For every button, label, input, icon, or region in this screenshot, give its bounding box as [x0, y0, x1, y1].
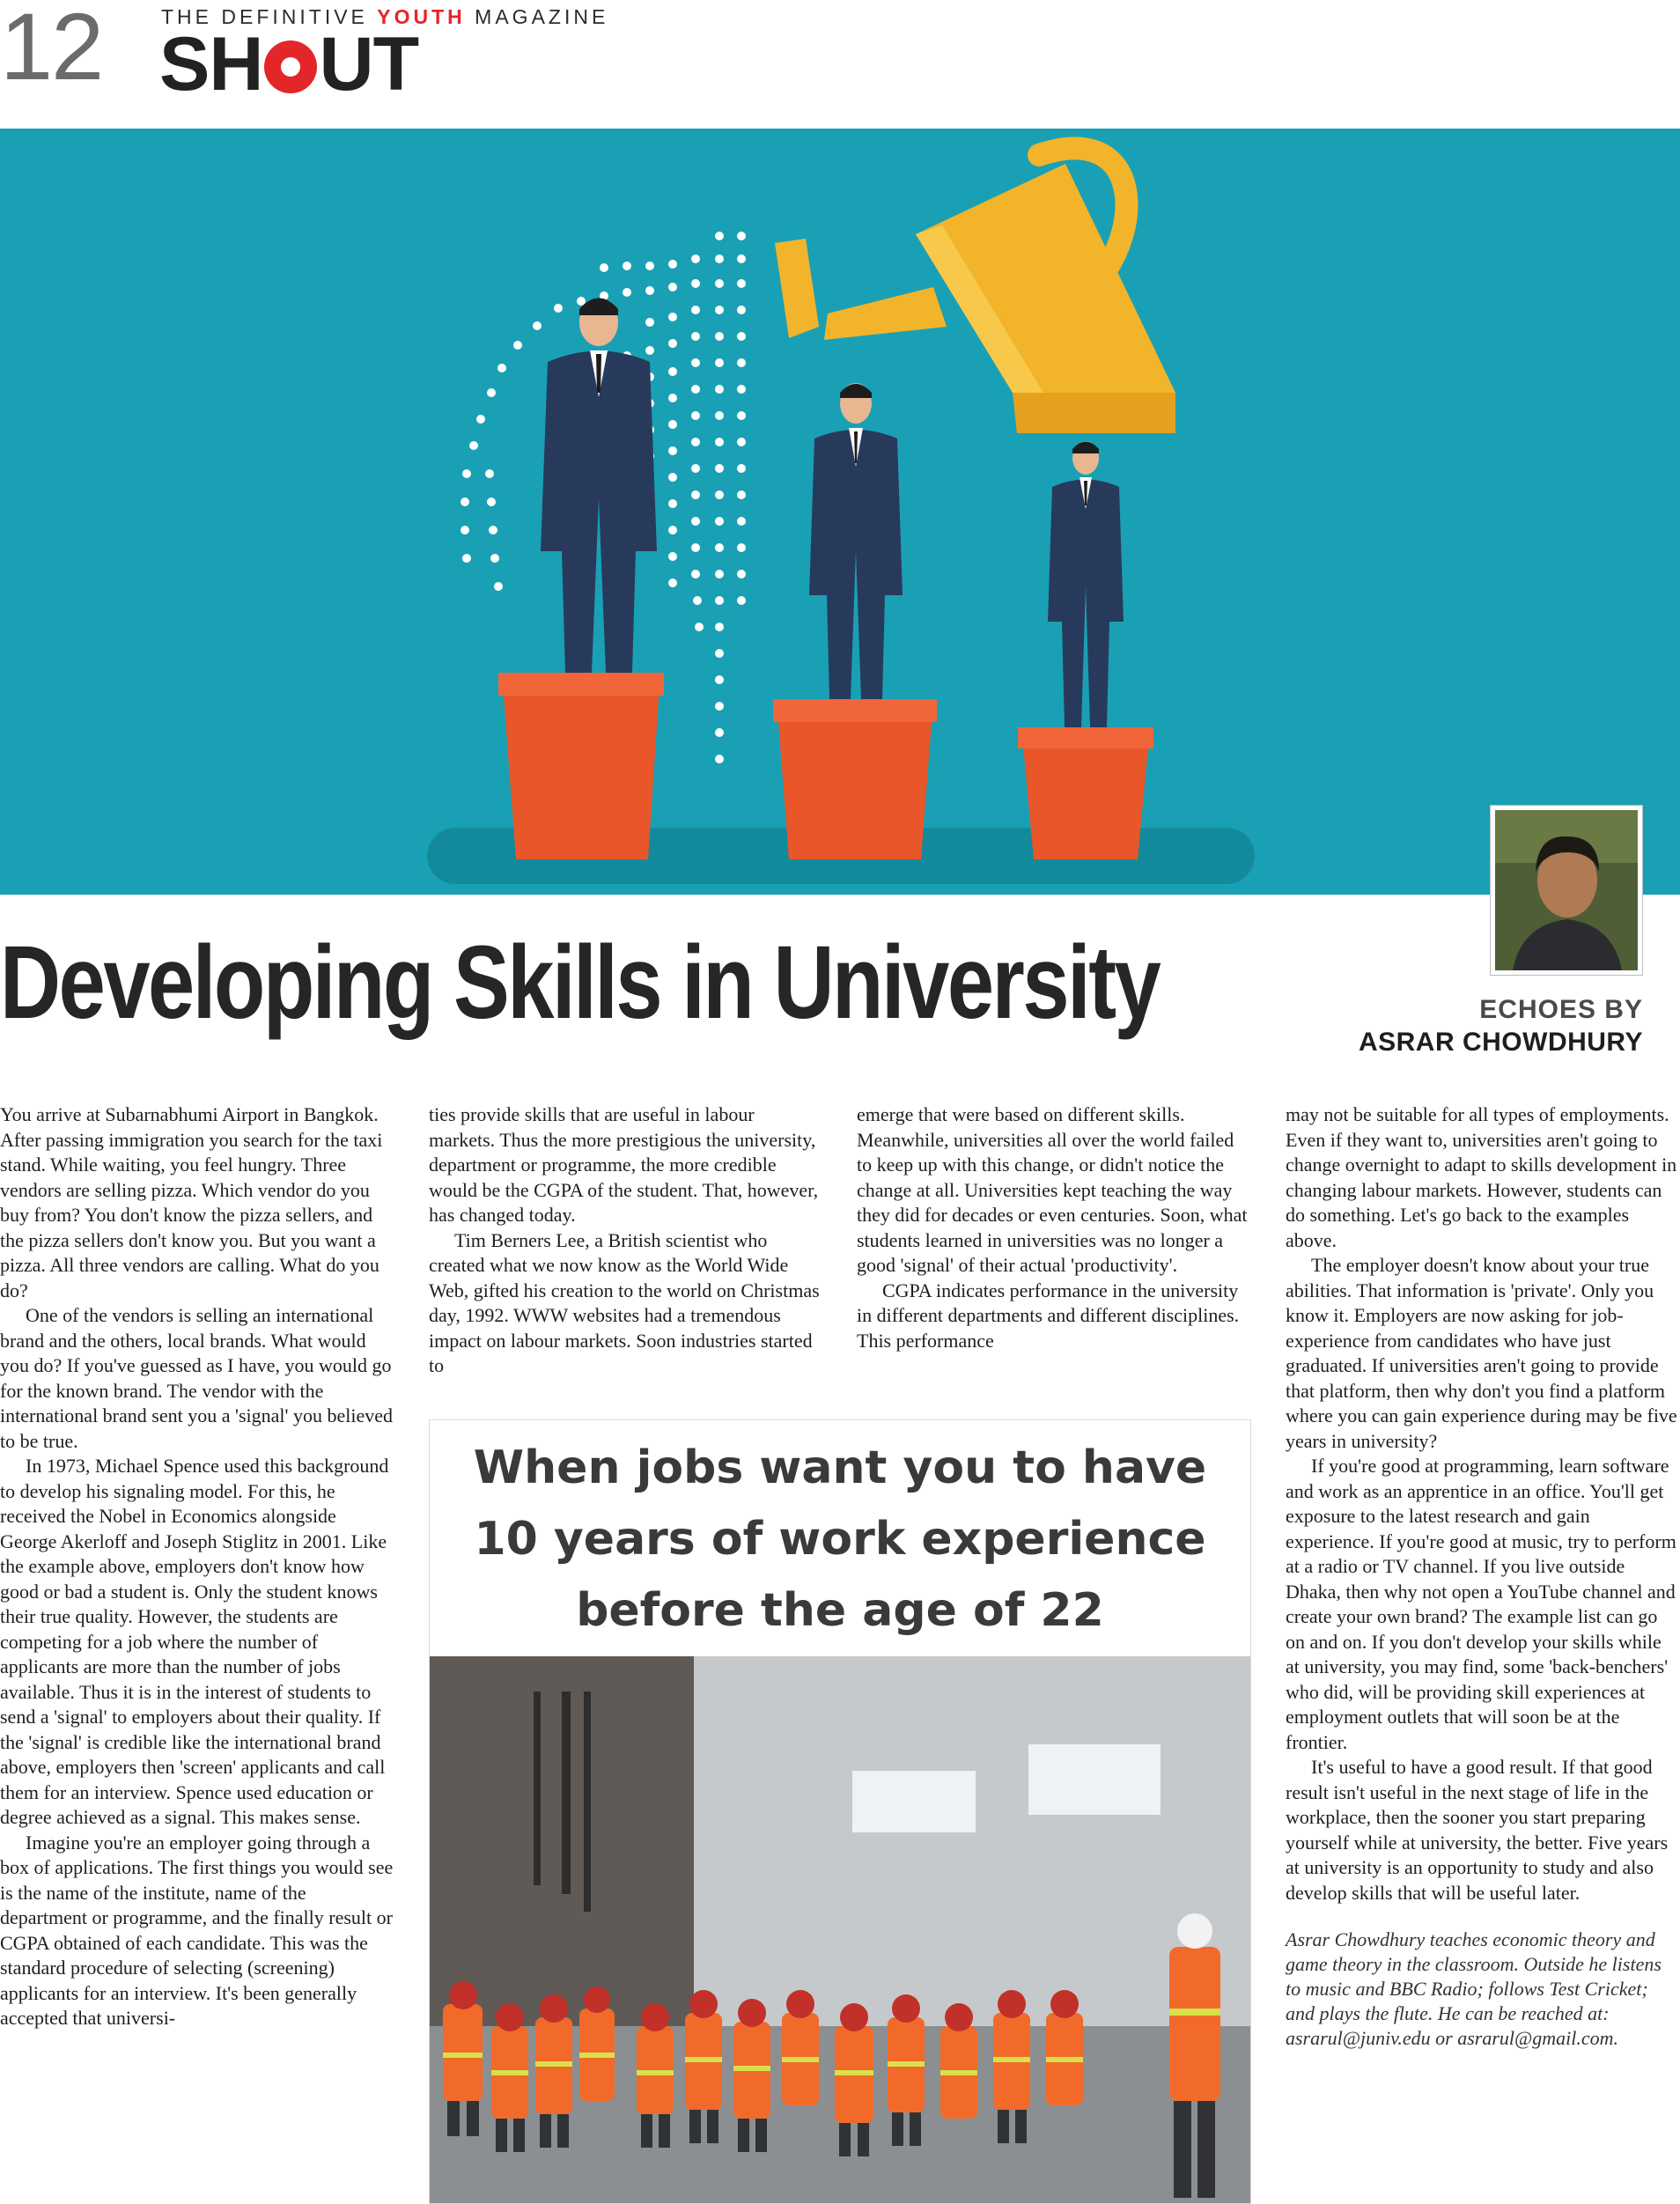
warehouse-scene — [430, 1656, 1250, 2204]
kids-in-safety-vests-photo — [430, 1656, 1250, 2204]
tagline-text-end: MAGAZINE — [465, 5, 609, 28]
businessman-short — [1048, 441, 1124, 727]
article-column-3 — [857, 1102, 1253, 1353]
watering-can — [775, 148, 1175, 433]
author-bio: Asrar Chowdhury teaches economic theory and game theory in the classroom. Outside he listens to music and BBC Radio; follows Test Cricket; and plays the flute. He can be reached at: asrarul@juniv.edu or asrarul@gmail.com. — [1286, 1928, 1662, 2049]
masthead — [0, 0, 1680, 123]
author-photo — [1491, 806, 1642, 975]
growth-illustration — [0, 129, 1680, 895]
paragraph: If you're good at programming, learn software and work as an apprentice in an office. You'll get exposure to the latest research and gain experience. If you're good at music, try to perform at a radio or TV channel. If you live outside Dhaka, then why not open a YouTube channel and create your own brand? The example list can go on and on. If you don't develop your skills while at university, you may find, some 'back-benchers' who did, will be providing skill experiences at employment outlets that will soon be at the frontier. — [1286, 1455, 1676, 1753]
paragraph: ties provide skills that are useful in labour markets. Thus the more prestigious the university, department or programme, the more credible would be the CGPA of the student. That, however, has changed today. — [429, 1103, 819, 1226]
logo-o-icon — [264, 41, 317, 93]
businessman-tall — [541, 299, 657, 674]
article-column-4 — [1286, 1102, 1680, 2051]
paragraph: One of the vendors is selling an international brand and the others, local brands. What would you do? If you've guessed as I have, you would go for the known brand. The vendor with the international brand sent you a 'signal' you believed to be true. — [0, 1304, 393, 1452]
meme-caption — [430, 1420, 1250, 1656]
article-headline: Developing Skills in University — [0, 925, 1160, 1041]
flower-pots — [498, 673, 1153, 859]
paragraph: You arrive at Subarnabhumi Airport in Bangkok. After passing immigration you search for the taxi stand. While waiting, you feel hungry. Three vendors are selling pizza. Which vendor do you buy from? You don't know the pizza sellers, and the pizza sellers don't know you. But you want a pizza. All three vendors are calling. What do you do? — [0, 1103, 383, 1301]
hero-illustration — [0, 129, 1680, 895]
logo-text-right: UT — [319, 22, 419, 107]
paragraph: Tim Berners Lee, a British scientist who created what we now know as the World Wide Web, gifted his creation to the world on Christmas day, 1992. WWW websites had a tremendous impact on labour markets. Soon industries started to — [429, 1228, 820, 1376]
magazine-logo — [159, 22, 419, 107]
tagline-highlight: YOUTH — [377, 5, 466, 28]
byline — [1359, 993, 1643, 1058]
byline-prefix: ECHOES BY — [1479, 995, 1643, 1024]
paragraph: It's useful to have a good result. If that good result isn't useful in the next stage of life in the workplace, then the sooner you start preparing yourself while at university, the better. Five years at university is an opportunity to study and also develop skills that will be useful later. — [1286, 1756, 1669, 1904]
pot-large — [502, 673, 660, 859]
meme-line: before the age of 22 — [576, 1584, 1104, 1637]
meme-image — [429, 1419, 1251, 2204]
article-column-2 — [429, 1102, 823, 1379]
meme-line: 10 years of work experience — [474, 1513, 1206, 1566]
tagline-text: THE DEFINITIVE — [161, 5, 378, 28]
paragraph: Imagine you're an employer going through a box of applications. The first things you would see is the name of the institute, name of the department or programme, and the finally result or CGPA obtained of each candidate. This was the standard procedure of selecting (screening) applicants for an interview. It's been generally accepted that universi- — [0, 1831, 394, 2029]
meme-line: When jobs want you to have — [473, 1441, 1207, 1494]
paragraph: The employer doesn't know about your true abilities. That information is 'private'. Only you know it. Employers are now asking for job-experience from candidates who have just graduated. If universities aren't going to provide that platform, then why don't you find a platform where you can gain experience during may be five years in university? — [1286, 1254, 1677, 1452]
logo-text-left: SH — [159, 22, 263, 107]
businessman-medium — [809, 383, 903, 699]
paragraph: CGPA indicates performance in the university in different departments and different disciplines. This performance — [857, 1279, 1240, 1352]
page-number: 12 — [0, 0, 103, 100]
author-portrait — [1495, 810, 1638, 970]
pot-medium — [777, 699, 933, 859]
paragraph: may not be suitable for all types of employments. Even if they want to, universities aren't going to change overnight to adapt to skills development in changing labour markets. However, students can do something. Let's go back to the examples above. — [1286, 1103, 1677, 1251]
author-name: ASRAR CHOWDHURY — [1358, 1028, 1643, 1057]
paragraph: emerge that were based on different skills. Meanwhile, universities all over the world failed to keep up with this change, or didn't notice the change at all. Universities kept teaching the way they did for decades or even centuries. Soon, what students learned in universities was no longer a good 'signal' of their actual 'productivity'. — [857, 1103, 1248, 1276]
article-column-1 — [0, 1102, 394, 2031]
paragraph: In 1973, Michael Spence used this background to develop his signaling model. For this, he received the Nobel in Economics alongside George Akerloff and Joseph Stiglitz in 2001. Like the example above, employers don't know how good or bad a student is. Only the student knows their true quality. However, the students are competing for a job where the number of applicants are more than the number of jobs available. Thus it is in the interest of students to send a 'signal' to employers about their quality. If the 'signal' is credible like the international brand above, employers then 'screen' applicants and call them for an interview. Spence used education or degree achieved as a signal. This makes sense. — [0, 1455, 389, 1828]
